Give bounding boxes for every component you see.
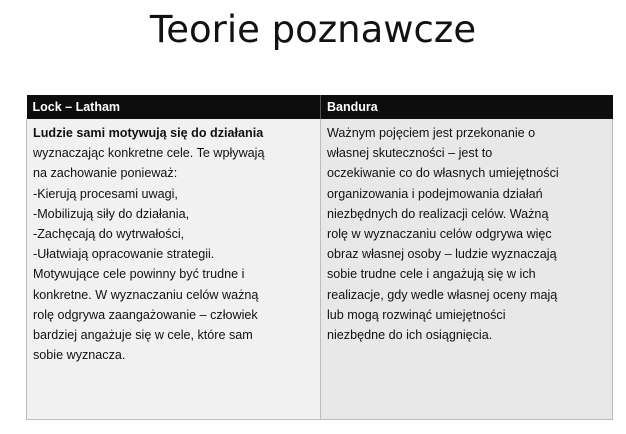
header-bandura: Bandura xyxy=(321,95,613,119)
plain-text: organizowania i podejmowania działań xyxy=(327,186,543,201)
header-lock-latham: Lock – Latham xyxy=(27,95,321,119)
text-line xyxy=(33,244,314,264)
plain-text: sobie trudne cele i angażują się w ich xyxy=(327,267,536,282)
table-row xyxy=(27,119,613,420)
text-line xyxy=(327,204,606,224)
plain-text: -Ułatwiają opracowanie strategii. xyxy=(33,247,215,262)
plain-text: realizacje, gdy wedle własnej oceny mają xyxy=(327,287,558,302)
plain-text: niezbędne do ich osiągnięcia. xyxy=(327,328,493,343)
text-line xyxy=(33,143,314,163)
text-line xyxy=(327,143,606,163)
plain-text: oczekiwanie co do własnych umiejętności xyxy=(327,166,559,181)
text-line xyxy=(33,264,314,284)
plain-text: -Zachęcają do wytrwałości, xyxy=(33,227,185,242)
text-line xyxy=(327,224,606,244)
plain-text: wyznaczając konkretne cele. Te wpływają xyxy=(33,146,265,161)
plain-text: rolę odgrywa zaangażowanie – człowiek xyxy=(33,307,258,322)
cell-bandura xyxy=(321,119,613,420)
text-line xyxy=(33,305,314,325)
plain-text: rolę w wyznaczaniu celów odgrywa więc xyxy=(327,227,552,242)
text-line xyxy=(33,204,314,224)
plain-text: Ważnym pojęciem jest przekonanie o xyxy=(327,126,536,140)
text-line xyxy=(327,325,606,345)
text-line xyxy=(327,264,606,284)
plain-text: własnej skuteczności – jest to xyxy=(327,146,493,161)
cell-lock-latham xyxy=(27,119,321,420)
bold-text: Ludzie sami motywują się do działania xyxy=(33,126,264,140)
text-line xyxy=(33,184,314,204)
slide-title: Teorie poznawcze xyxy=(149,8,477,51)
plain-text: -Kierują procesami uwagi, xyxy=(33,186,178,201)
text-line xyxy=(327,123,606,143)
text-line xyxy=(327,305,606,325)
plain-text: obraz własnej osoby – ludzie wyznaczają xyxy=(327,247,557,262)
text-line xyxy=(33,285,314,305)
text-line xyxy=(33,325,314,345)
plain-text: -Mobilizują siły do działania, xyxy=(33,206,190,221)
cell-text-lock-latham xyxy=(33,123,314,365)
text-line xyxy=(33,224,314,244)
cell-text-bandura xyxy=(327,123,606,345)
plain-text: niezbędnych do realizacji celów. Ważną xyxy=(327,206,549,221)
plain-text: na zachowanie ponieważ: xyxy=(33,166,178,181)
text-line xyxy=(33,123,314,143)
plain-text: Motywujące cele powinny być trudne i xyxy=(33,267,245,282)
plain-text: konkretne. W wyznaczaniu celów ważną xyxy=(33,287,259,302)
text-line xyxy=(33,163,314,183)
comparison-table xyxy=(26,95,613,420)
text-line xyxy=(327,244,606,264)
plain-text: lub mogą rozwinąć umiejętności xyxy=(327,307,506,322)
plain-text: sobie wyznacza. xyxy=(33,348,126,363)
text-line xyxy=(33,345,314,365)
text-line xyxy=(327,285,606,305)
table-header-row xyxy=(27,95,613,119)
plain-text: bardziej angażuje się w cele, które sam xyxy=(33,328,253,343)
text-line xyxy=(327,163,606,183)
text-line xyxy=(327,184,606,204)
